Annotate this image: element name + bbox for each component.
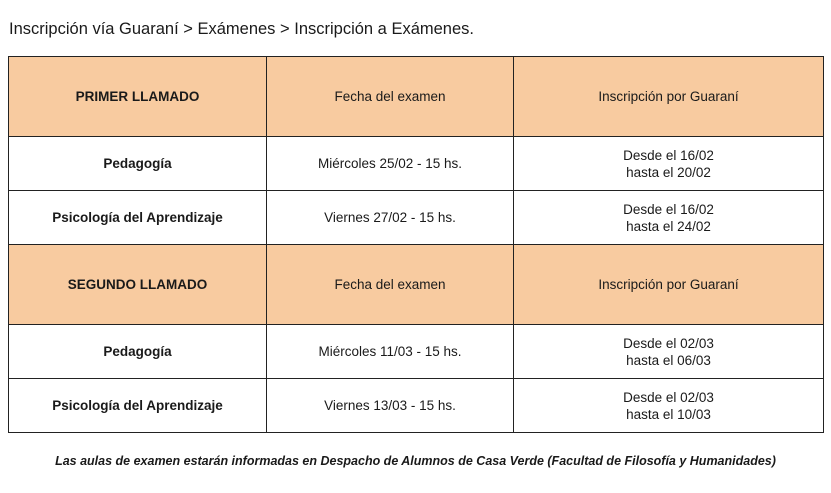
primer-llamado-header-row: [9, 57, 824, 137]
table-row: [9, 191, 824, 245]
primer-llamado-label: PRIMER LLAMADO: [9, 57, 267, 137]
registration-to: hasta el 20/02: [626, 164, 711, 180]
registration-period-cell: [514, 137, 824, 191]
footer-note: Las aulas de examen estarán informadas en Despacho de Alumnos de Casa Verde (Facultad de Filosofía y Humanidades): [55, 454, 776, 468]
segundo-llamado-header-row: [9, 245, 824, 325]
registration-period-cell: [514, 379, 824, 433]
table-row: [9, 325, 824, 379]
fecha-header: Fecha del examen: [267, 245, 514, 325]
registration-period-cell: [514, 191, 824, 245]
table-row: [9, 137, 824, 191]
exam-date-cell: Viernes 27/02 - 15 hs.: [267, 191, 514, 245]
exam-date-cell: Miércoles 25/02 - 15 hs.: [267, 137, 514, 191]
subject-cell: Psicología del Aprendizaje: [9, 191, 267, 245]
registration-to: hasta el 24/02: [626, 218, 711, 234]
subject-cell: Pedagogía: [9, 325, 267, 379]
segundo-llamado-label: SEGUNDO LLAMADO: [9, 245, 267, 325]
registration-to: hasta el 10/03: [626, 406, 711, 422]
inscripcion-header: Inscripción por Guaraní: [514, 57, 824, 137]
exam-schedule-table: [8, 56, 824, 433]
registration-from: Desde el 16/02: [623, 147, 714, 163]
table-row: [9, 379, 824, 433]
registration-from: Desde el 16/02: [623, 201, 714, 217]
registration-period-cell: [514, 325, 824, 379]
fecha-header: Fecha del examen: [267, 57, 514, 137]
exam-date-cell: Miércoles 11/03 - 15 hs.: [267, 325, 514, 379]
exam-date-cell: Viernes 13/03 - 15 hs.: [267, 379, 514, 433]
page-title: Inscripción vía Guaraní > Exámenes > Inscripción a Exámenes.: [9, 20, 474, 38]
subject-cell: Pedagogía: [9, 137, 267, 191]
subject-cell: Psicología del Aprendizaje: [9, 379, 267, 433]
registration-from: Desde el 02/03: [623, 389, 714, 405]
registration-to: hasta el 06/03: [626, 352, 711, 368]
inscripcion-header: Inscripción por Guaraní: [514, 245, 824, 325]
registration-from: Desde el 02/03: [623, 335, 714, 351]
